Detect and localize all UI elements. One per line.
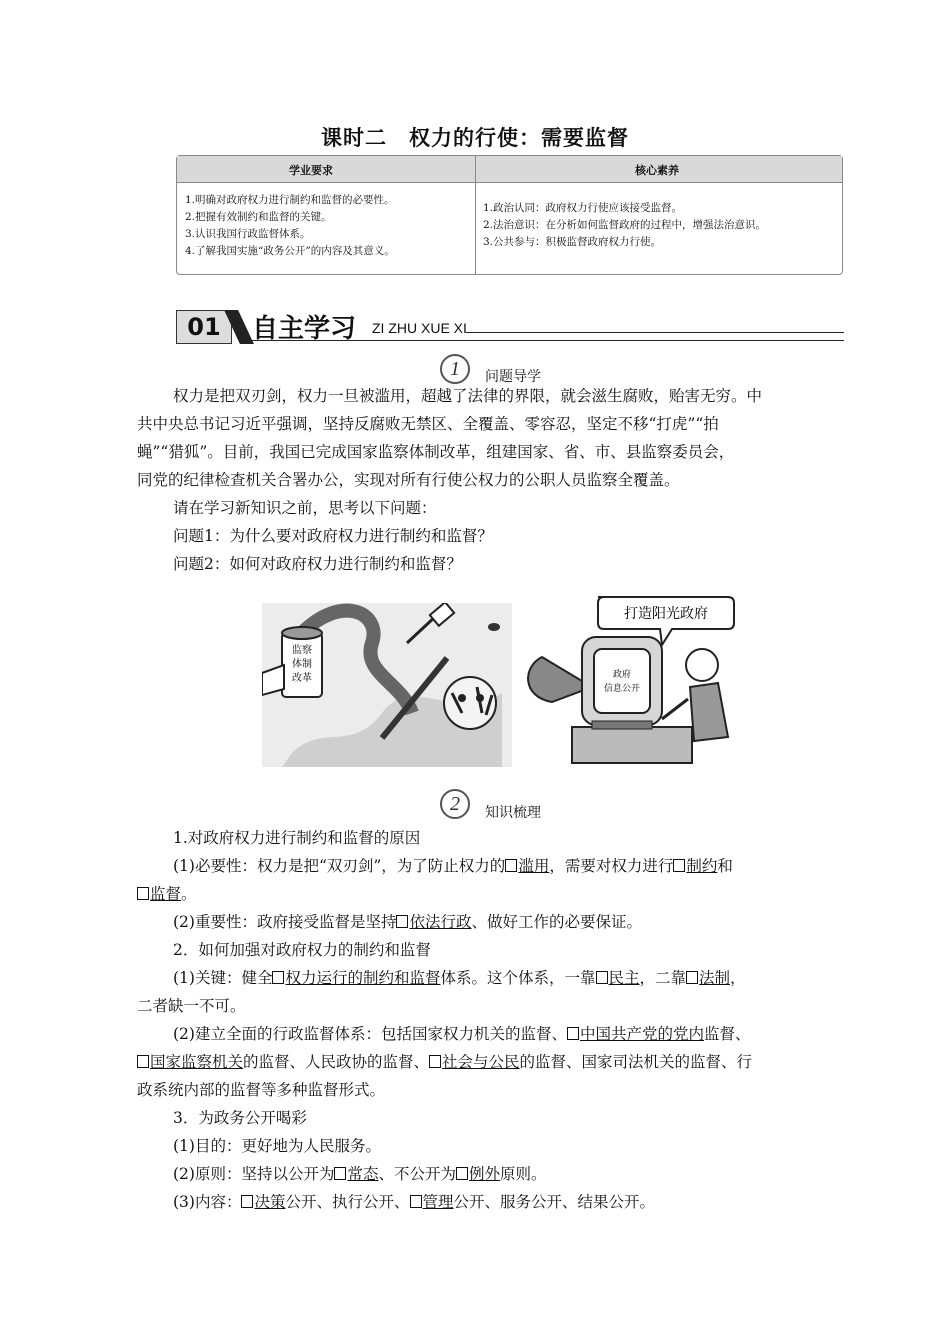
knowledge-line (137, 1160, 827, 1188)
answer-text: 决策 (254, 1193, 286, 1211)
list-item: 2.法治意识：在分析如何监督政府的过程中，增强法治意识。 (483, 219, 767, 231)
speech-bubble-text: 打造阳光政府 (624, 606, 708, 622)
blank-answer (272, 969, 440, 987)
page-title: 课时二 权力的行使：需要监督 (321, 126, 629, 150)
blank-box (410, 1195, 422, 1208)
knowledge-section (137, 824, 827, 1216)
monitor-label: 信息公开 (603, 684, 641, 694)
section-number: 01 (176, 310, 232, 344)
blank-box (673, 859, 685, 872)
blank-answer (396, 913, 471, 931)
answer-text: 常态 (347, 1165, 379, 1183)
text: (1)关键：健全 (173, 969, 273, 987)
blank-answer (686, 969, 730, 987)
answer-text: 权力运行的制约和监督 (285, 969, 441, 987)
question-2: 问题2：如何对政府权力进行制约和监督？ (173, 555, 462, 573)
answer-text: 例外 (469, 1165, 501, 1183)
list-item: 4.了解我国实施“政务公开”的内容及其意义。 (185, 245, 395, 257)
blank-answer (137, 1053, 243, 1071)
blank-box (567, 1027, 579, 1040)
list-item: 2.把握有效制约和监督的关键。 (185, 211, 332, 223)
knowledge-line (137, 908, 827, 936)
answer-text: 社会与公民 (442, 1053, 520, 1071)
text: 体系。这个体系，一靠 (440, 969, 596, 987)
knowledge-line: 政系统内部的监督等多种监督形式。 (137, 1081, 386, 1099)
answer-text: 依法行政 (409, 913, 472, 931)
text: 的监督、人民政协的监督、 (243, 1053, 430, 1071)
can-label: 监察 (292, 645, 312, 656)
list-item: 3.公共参与：积极监督政府权力行使。 (483, 236, 662, 248)
paragraph-line: 同党的纪律检查机关合署办公，实现对所有行使公权力的公职人员监察全覆盖。 (137, 471, 680, 489)
answer-text: 国家监察机关 (150, 1053, 244, 1071)
knowledge-line (137, 1048, 827, 1076)
text: 、做好工作的必要保证。 (471, 913, 642, 931)
text: 、不公开为 (378, 1165, 456, 1183)
knowledge-line (137, 1188, 827, 1216)
blank-box (456, 1167, 468, 1180)
blank-box (137, 1055, 149, 1068)
sunshine-government-cartoon (522, 587, 744, 767)
text: 和 (717, 857, 733, 875)
knowledge-line (137, 1020, 827, 1048)
text: 原则。 (500, 1165, 547, 1183)
requirements-table (176, 155, 843, 275)
blank-box (596, 971, 608, 984)
blank-answer (137, 885, 181, 903)
text: (2)原则：坚持以公开为 (173, 1165, 335, 1183)
blank-answer (596, 969, 640, 987)
prompt-text: 请在学习新知识之前，思考以下问题： (173, 499, 437, 517)
blank-answer (505, 857, 549, 875)
blank-answer (567, 1025, 704, 1043)
text: (2)重要性：政府接受监督是坚持 (173, 913, 397, 931)
divider (466, 332, 844, 333)
text: 监督、 (703, 1025, 751, 1043)
answer-text: 滥用 (518, 857, 550, 875)
paragraph-line: 蝇”“猎狐”。目前，我国已完成国家监察体制改革，组建国家、省、市、县监察委员会， (137, 443, 735, 461)
core-competencies-list (483, 200, 766, 251)
answer-text: 管理 (422, 1193, 454, 1211)
divider (246, 340, 844, 341)
blank-answer (334, 1165, 378, 1183)
knowledge-line (137, 880, 827, 908)
paragraph-line: 权力是把双刃剑，权力一旦被滥用，超越了法律的界限，就会滋生腐败，贻害无穷。中 (173, 387, 763, 405)
answer-text: 制约 (686, 857, 718, 875)
answer-text: 中国共产党的党内 (579, 1025, 704, 1043)
can-label: 体制 (292, 659, 312, 670)
text: (3)内容： (173, 1193, 242, 1211)
list-item: 1.明确对政府权力进行制约和监督的必要性。 (185, 194, 395, 206)
part-number-2: 2 (440, 789, 470, 819)
answer-text: 民主 (608, 969, 640, 987)
text: ， (730, 969, 746, 987)
blank-box (137, 887, 149, 900)
text: ，二靠 (639, 969, 687, 987)
topic-heading-1: 1.对政府权力进行制约和监督的原因 (173, 829, 421, 847)
topic-heading-2: 2．如何加强对政府权力的制约和监督 (173, 941, 431, 959)
blank-box (686, 971, 698, 984)
can-label: 改革 (292, 673, 312, 684)
text: (2)建立全面的行政监督体系：包括国家权力机关的监督、 (173, 1025, 567, 1043)
answer-text: 监督 (150, 885, 182, 903)
core-competencies-header: 核心素养 (635, 164, 679, 177)
text: 。 (181, 885, 197, 903)
section-header (176, 308, 844, 346)
text: (1)必要性：权力是把“双刃剑”，为了防止权力的 (173, 857, 506, 875)
knowledge-line (137, 964, 827, 992)
text: ，需要对权力进行 (549, 857, 674, 875)
blank-box (241, 1195, 253, 1208)
intro-paragraph (137, 382, 817, 578)
part-heading-2: 知识梳理 (485, 805, 541, 821)
blank-answer (673, 857, 717, 875)
blank-box (505, 859, 517, 872)
blank-answer (429, 1053, 520, 1071)
blank-answer (456, 1165, 500, 1183)
paragraph-line: 共中央总书记习近平强调，坚持反腐败无禁区、全覆盖、零容忍，坚定不移“打虎”“拍 (137, 415, 719, 433)
list-item: 3.认识我国行政监督体系。 (185, 228, 311, 240)
section-pinyin: ZI ZHU XUE XI (372, 320, 467, 336)
text: 公开、服务公开、结果公开。 (453, 1193, 656, 1211)
knowledge-line: 二者缺一不可。 (137, 997, 246, 1015)
knowledge-line (137, 852, 827, 880)
blank-box (334, 1167, 346, 1180)
section-title: 自主学习 (252, 314, 357, 344)
blank-box (272, 971, 284, 984)
anti-corruption-cartoon (262, 603, 512, 767)
table-divider (475, 156, 476, 274)
list-item: 1.政治认同：政府权力行使应该接受监督。 (483, 202, 683, 214)
topic-heading-3: 3．为政务公开喝彩 (173, 1109, 307, 1127)
text: 公开、执行公开、 (285, 1193, 410, 1211)
requirements-header (177, 156, 842, 183)
learning-requirements-header: 学业要求 (289, 164, 333, 177)
question-1: 问题1：为什么要对政府权力进行制约和监督？ (173, 527, 493, 545)
blank-answer (410, 1193, 454, 1211)
answer-text: 法制 (699, 969, 731, 987)
blank-box (396, 915, 408, 928)
part-number-1: 1 (440, 354, 470, 384)
monitor-label: 政府 (612, 670, 632, 680)
knowledge-line: (1)目的：更好地为人民服务。 (173, 1137, 381, 1155)
blank-answer (241, 1193, 285, 1211)
text: 的监督、国家司法机关的监督、行 (519, 1053, 753, 1071)
part-heading-1: 问题导学 (485, 369, 541, 385)
blank-box (429, 1055, 441, 1068)
learning-requirements-list (185, 192, 395, 260)
